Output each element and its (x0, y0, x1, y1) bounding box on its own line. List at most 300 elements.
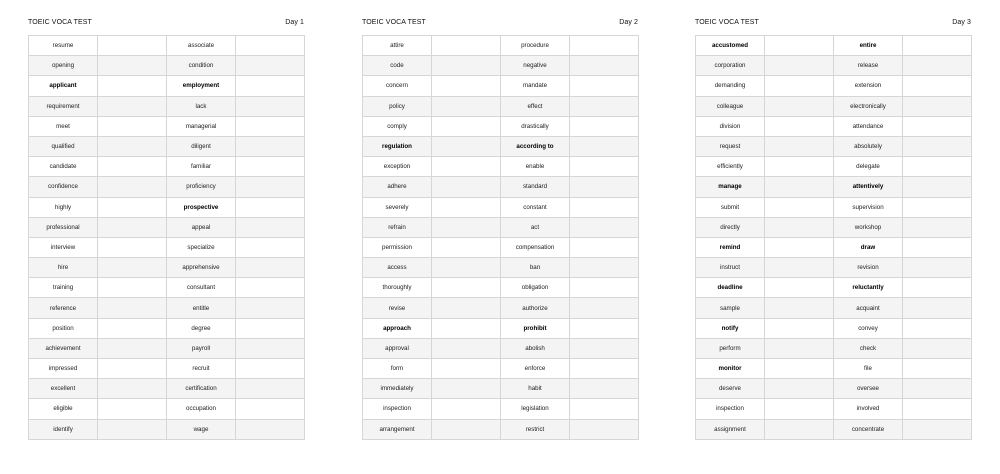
vocab-word: according to (501, 136, 570, 156)
answer-blank-cell[interactable] (765, 338, 834, 358)
table-row (696, 359, 972, 379)
vocab-word: concern (363, 76, 432, 96)
vocab-word: oversee (834, 379, 903, 399)
answer-blank-cell[interactable] (570, 217, 639, 237)
answer-blank-cell[interactable] (903, 116, 972, 136)
table-row (363, 197, 639, 217)
answer-blank-cell[interactable] (903, 96, 972, 116)
vocab-word: candidate (29, 157, 98, 177)
table-row (29, 96, 305, 116)
vocab-word: draw (834, 237, 903, 257)
vocab-word: restrict (501, 419, 570, 439)
vocab-word: training (29, 278, 98, 298)
answer-blank-cell[interactable] (432, 399, 501, 419)
table-row (29, 318, 305, 338)
answer-blank-cell[interactable] (765, 359, 834, 379)
vocab-word: acquaint (834, 298, 903, 318)
answer-blank-cell[interactable] (570, 419, 639, 439)
sheet-day-label: Day 3 (952, 18, 971, 26)
table-row (363, 298, 639, 318)
table-row (29, 338, 305, 358)
vocab-word: deserve (696, 379, 765, 399)
answer-blank-cell[interactable] (765, 116, 834, 136)
answer-blank-cell[interactable] (903, 399, 972, 419)
vocab-word: act (501, 217, 570, 237)
table-row (29, 258, 305, 278)
vocab-word: procedure (501, 36, 570, 56)
vocab-word: corporation (696, 56, 765, 76)
answer-blank-cell[interactable] (903, 338, 972, 358)
vocab-word: drastically (501, 116, 570, 136)
answer-blank-cell[interactable] (765, 197, 834, 217)
sheet-header (695, 14, 971, 30)
answer-blank-cell[interactable] (98, 217, 167, 237)
table-row (363, 318, 639, 338)
table-row (696, 116, 972, 136)
vocab-word: reluctantly (834, 278, 903, 298)
answer-blank-cell[interactable] (765, 278, 834, 298)
vocab-word: involved (834, 399, 903, 419)
answer-blank-cell[interactable] (765, 36, 834, 56)
table-row (363, 56, 639, 76)
vocab-word: authorize (501, 298, 570, 318)
answer-blank-cell[interactable] (236, 197, 305, 217)
table-row (696, 96, 972, 116)
table-row (363, 217, 639, 237)
vocab-word: opening (29, 56, 98, 76)
table-row (696, 36, 972, 56)
table-row (363, 338, 639, 358)
table-row (696, 197, 972, 217)
vocab-word: division (696, 116, 765, 136)
answer-blank-cell[interactable] (236, 56, 305, 76)
vocab-word: monitor (696, 359, 765, 379)
vocab-word: extension (834, 76, 903, 96)
answer-blank-cell[interactable] (903, 258, 972, 278)
vocab-word: inspection (696, 399, 765, 419)
vocab-word: condition (167, 56, 236, 76)
vocab-word: instruct (696, 258, 765, 278)
answer-blank-cell[interactable] (236, 76, 305, 96)
table-row (696, 318, 972, 338)
vocab-word: habit (501, 379, 570, 399)
vocab-word: attentively (834, 177, 903, 197)
sheet-title: TOEIC VOCA TEST (362, 18, 426, 26)
vocab-sheet-day3 (695, 14, 971, 440)
answer-blank-cell[interactable] (432, 76, 501, 96)
vocab-word: access (363, 258, 432, 278)
answer-blank-cell[interactable] (432, 318, 501, 338)
table-row (29, 177, 305, 197)
answer-blank-cell[interactable] (98, 318, 167, 338)
answer-blank-cell[interactable] (432, 157, 501, 177)
vocab-word: managerial (167, 116, 236, 136)
answer-blank-cell[interactable] (570, 237, 639, 257)
table-row (363, 379, 639, 399)
answer-blank-cell[interactable] (236, 157, 305, 177)
answer-blank-cell[interactable] (98, 237, 167, 257)
vocab-word: release (834, 56, 903, 76)
table-row (29, 197, 305, 217)
answer-blank-cell[interactable] (236, 217, 305, 237)
answer-blank-cell[interactable] (98, 76, 167, 96)
answer-blank-cell[interactable] (236, 136, 305, 156)
table-row (363, 278, 639, 298)
answer-blank-cell[interactable] (570, 298, 639, 318)
answer-blank-cell[interactable] (236, 278, 305, 298)
vocab-word: perform (696, 338, 765, 358)
sheet-day-label: Day 1 (285, 18, 304, 26)
vocab-word: concentrate (834, 419, 903, 439)
sheet-header (362, 14, 638, 30)
vocab-table (362, 35, 639, 440)
answer-blank-cell[interactable] (432, 258, 501, 278)
vocab-word: regulation (363, 136, 432, 156)
sheet-header (28, 14, 304, 30)
answer-blank-cell[interactable] (765, 177, 834, 197)
vocab-word: refrain (363, 217, 432, 237)
table-row (696, 177, 972, 197)
vocab-word: prospective (167, 197, 236, 217)
answer-blank-cell[interactable] (903, 157, 972, 177)
vocab-word: adhere (363, 177, 432, 197)
answer-blank-cell[interactable] (765, 318, 834, 338)
answer-blank-cell[interactable] (570, 318, 639, 338)
vocab-word: prohibit (501, 318, 570, 338)
sheet-title: TOEIC VOCA TEST (695, 18, 759, 26)
vocab-word: effect (501, 96, 570, 116)
answer-blank-cell[interactable] (903, 237, 972, 257)
answer-blank-cell[interactable] (236, 36, 305, 56)
answer-blank-cell[interactable] (98, 177, 167, 197)
answer-blank-cell[interactable] (236, 96, 305, 116)
vocab-word: diligent (167, 136, 236, 156)
vocab-word: colleague (696, 96, 765, 116)
answer-blank-cell[interactable] (432, 338, 501, 358)
answer-blank-cell[interactable] (903, 177, 972, 197)
vocab-word: apprehensive (167, 258, 236, 278)
answer-blank-cell[interactable] (432, 298, 501, 318)
answer-blank-cell[interactable] (432, 136, 501, 156)
answer-blank-cell[interactable] (432, 278, 501, 298)
vocab-word: eligible (29, 399, 98, 419)
vocab-word: assignment (696, 419, 765, 439)
answer-blank-cell[interactable] (765, 258, 834, 278)
answer-blank-cell[interactable] (570, 56, 639, 76)
answer-blank-cell[interactable] (236, 177, 305, 197)
answer-blank-cell[interactable] (765, 399, 834, 419)
vocab-word: permission (363, 237, 432, 257)
vocab-word: lack (167, 96, 236, 116)
vocab-word: inspection (363, 399, 432, 419)
vocab-word: revision (834, 258, 903, 278)
vocab-word: appeal (167, 217, 236, 237)
table-row (696, 136, 972, 156)
vocab-word: constant (501, 197, 570, 217)
table-row (363, 177, 639, 197)
table-row (696, 56, 972, 76)
table-row (696, 258, 972, 278)
table-row (696, 419, 972, 439)
answer-blank-cell[interactable] (570, 157, 639, 177)
answer-blank-cell[interactable] (432, 116, 501, 136)
answer-blank-cell[interactable] (765, 298, 834, 318)
vocab-word: supervision (834, 197, 903, 217)
answer-blank-cell[interactable] (98, 379, 167, 399)
answer-blank-cell[interactable] (98, 197, 167, 217)
vocab-word: request (696, 136, 765, 156)
answer-blank-cell[interactable] (765, 136, 834, 156)
answer-blank-cell[interactable] (570, 76, 639, 96)
vocab-word: occupation (167, 399, 236, 419)
vocab-word: compensation (501, 237, 570, 257)
answer-blank-cell[interactable] (98, 359, 167, 379)
answer-blank-cell[interactable] (98, 399, 167, 419)
table-row (29, 278, 305, 298)
vocab-word: meet (29, 116, 98, 136)
answer-blank-cell[interactable] (432, 379, 501, 399)
answer-blank-cell[interactable] (570, 116, 639, 136)
answer-blank-cell[interactable] (903, 298, 972, 318)
answer-blank-cell[interactable] (432, 177, 501, 197)
vocab-word: enable (501, 157, 570, 177)
answer-blank-cell[interactable] (432, 96, 501, 116)
vocab-word: remind (696, 237, 765, 257)
vocab-word: payroll (167, 338, 236, 358)
answer-blank-cell[interactable] (903, 278, 972, 298)
answer-blank-cell[interactable] (432, 359, 501, 379)
answer-blank-cell[interactable] (903, 36, 972, 56)
answer-blank-cell[interactable] (98, 278, 167, 298)
table-row (696, 157, 972, 177)
answer-blank-cell[interactable] (903, 136, 972, 156)
answer-blank-cell[interactable] (236, 237, 305, 257)
vocab-word: interview (29, 237, 98, 257)
answer-blank-cell[interactable] (432, 36, 501, 56)
vocab-word: achievement (29, 338, 98, 358)
answer-blank-cell[interactable] (903, 318, 972, 338)
vocab-word: impressed (29, 359, 98, 379)
vocab-word: identify (29, 419, 98, 439)
answer-blank-cell[interactable] (903, 76, 972, 96)
answer-blank-cell[interactable] (570, 379, 639, 399)
table-row (29, 359, 305, 379)
answer-blank-cell[interactable] (570, 278, 639, 298)
vocab-word: comply (363, 116, 432, 136)
table-row (696, 379, 972, 399)
answer-blank-cell[interactable] (432, 217, 501, 237)
vocab-word: recruit (167, 359, 236, 379)
answer-blank-cell[interactable] (765, 96, 834, 116)
vocab-word: electronically (834, 96, 903, 116)
answer-blank-cell[interactable] (765, 379, 834, 399)
vocab-word: directly (696, 217, 765, 237)
answer-blank-cell[interactable] (570, 197, 639, 217)
answer-blank-cell[interactable] (98, 298, 167, 318)
answer-blank-cell[interactable] (236, 338, 305, 358)
table-row (29, 237, 305, 257)
answer-blank-cell[interactable] (903, 217, 972, 237)
vocab-word: confidence (29, 177, 98, 197)
answer-blank-cell[interactable] (432, 237, 501, 257)
vocab-word: demanding (696, 76, 765, 96)
sheet-day-label: Day 2 (619, 18, 638, 26)
answer-blank-cell[interactable] (432, 197, 501, 217)
answer-blank-cell[interactable] (98, 258, 167, 278)
vocab-word: mandate (501, 76, 570, 96)
table-row (29, 157, 305, 177)
answer-blank-cell[interactable] (570, 136, 639, 156)
vocab-word: notify (696, 318, 765, 338)
vocab-word: negative (501, 56, 570, 76)
vocab-word: policy (363, 96, 432, 116)
answer-blank-cell[interactable] (98, 36, 167, 56)
answer-blank-cell[interactable] (903, 56, 972, 76)
answer-blank-cell[interactable] (765, 157, 834, 177)
answer-blank-cell[interactable] (236, 359, 305, 379)
table-row (363, 419, 639, 439)
table-row (29, 298, 305, 318)
answer-blank-cell[interactable] (765, 217, 834, 237)
table-row (363, 36, 639, 56)
vocab-word: qualified (29, 136, 98, 156)
vocab-word: check (834, 338, 903, 358)
answer-blank-cell[interactable] (98, 419, 167, 439)
vocab-word: hire (29, 258, 98, 278)
vocab-word: immediately (363, 379, 432, 399)
vocab-word: thoroughly (363, 278, 432, 298)
table-row (696, 237, 972, 257)
vocab-word: submit (696, 197, 765, 217)
answer-blank-cell[interactable] (236, 298, 305, 318)
vocab-word: manage (696, 177, 765, 197)
vocab-word: efficiently (696, 157, 765, 177)
answer-blank-cell[interactable] (903, 419, 972, 439)
answer-blank-cell[interactable] (765, 419, 834, 439)
table-row (363, 116, 639, 136)
answer-blank-cell[interactable] (765, 56, 834, 76)
table-row (29, 379, 305, 399)
table-row (363, 258, 639, 278)
vocab-word: code (363, 56, 432, 76)
vocab-word: legislation (501, 399, 570, 419)
vocab-word: resume (29, 36, 98, 56)
answer-blank-cell[interactable] (432, 419, 501, 439)
vocab-word: excellent (29, 379, 98, 399)
table-row (696, 278, 972, 298)
answer-blank-cell[interactable] (98, 338, 167, 358)
table-row (696, 399, 972, 419)
vocab-word: approach (363, 318, 432, 338)
answer-blank-cell[interactable] (98, 157, 167, 177)
vocab-word: accustomed (696, 36, 765, 56)
answer-blank-cell[interactable] (903, 379, 972, 399)
vocab-word: proficiency (167, 177, 236, 197)
vocab-word: entitle (167, 298, 236, 318)
vocab-word: employment (167, 76, 236, 96)
table-row (29, 116, 305, 136)
vocab-word: approval (363, 338, 432, 358)
table-row (696, 338, 972, 358)
vocab-table (28, 35, 305, 440)
answer-blank-cell[interactable] (236, 419, 305, 439)
vocab-word: requirement (29, 96, 98, 116)
answer-blank-cell[interactable] (236, 399, 305, 419)
answer-blank-cell[interactable] (765, 237, 834, 257)
answer-blank-cell[interactable] (570, 177, 639, 197)
vocab-word: enforce (501, 359, 570, 379)
answer-blank-cell[interactable] (765, 76, 834, 96)
vocab-word: standard (501, 177, 570, 197)
vocab-word: consultant (167, 278, 236, 298)
answer-blank-cell[interactable] (570, 338, 639, 358)
answer-blank-cell[interactable] (570, 359, 639, 379)
vocab-word: deadline (696, 278, 765, 298)
vocab-word: position (29, 318, 98, 338)
answer-blank-cell[interactable] (570, 36, 639, 56)
answer-blank-cell[interactable] (570, 399, 639, 419)
answer-blank-cell[interactable] (98, 136, 167, 156)
vocab-word: familiar (167, 157, 236, 177)
answer-blank-cell[interactable] (236, 258, 305, 278)
vocab-word: applicant (29, 76, 98, 96)
answer-blank-cell[interactable] (570, 96, 639, 116)
answer-blank-cell[interactable] (98, 56, 167, 76)
vocab-word: severely (363, 197, 432, 217)
answer-blank-cell[interactable] (98, 116, 167, 136)
vocab-word: absolutely (834, 136, 903, 156)
vocab-word: associate (167, 36, 236, 56)
vocab-word: file (834, 359, 903, 379)
vocab-word: highly (29, 197, 98, 217)
answer-blank-cell[interactable] (570, 258, 639, 278)
answer-blank-cell[interactable] (98, 96, 167, 116)
table-row (363, 237, 639, 257)
vocab-word: certification (167, 379, 236, 399)
table-row (363, 157, 639, 177)
vocab-word: workshop (834, 217, 903, 237)
table-row (29, 76, 305, 96)
vocab-sheet-day1 (28, 14, 304, 440)
vocab-word: exception (363, 157, 432, 177)
vocab-word: degree (167, 318, 236, 338)
vocab-word: convey (834, 318, 903, 338)
vocab-word: ban (501, 258, 570, 278)
vocab-word: delegate (834, 157, 903, 177)
table-row (29, 56, 305, 76)
vocab-word: revise (363, 298, 432, 318)
vocab-word: attire (363, 36, 432, 56)
answer-blank-cell[interactable] (236, 379, 305, 399)
answer-blank-cell[interactable] (903, 359, 972, 379)
table-row (696, 76, 972, 96)
table-row (363, 359, 639, 379)
answer-blank-cell[interactable] (236, 318, 305, 338)
table-row (363, 96, 639, 116)
table-row (29, 399, 305, 419)
vocab-word: sample (696, 298, 765, 318)
answer-blank-cell[interactable] (432, 56, 501, 76)
table-row (363, 399, 639, 419)
sheet-title: TOEIC VOCA TEST (28, 18, 92, 26)
vocab-word: specialize (167, 237, 236, 257)
vocab-word: entire (834, 36, 903, 56)
answer-blank-cell[interactable] (236, 116, 305, 136)
vocab-word: form (363, 359, 432, 379)
vocab-word: wage (167, 419, 236, 439)
table-row (696, 298, 972, 318)
answer-blank-cell[interactable] (903, 197, 972, 217)
